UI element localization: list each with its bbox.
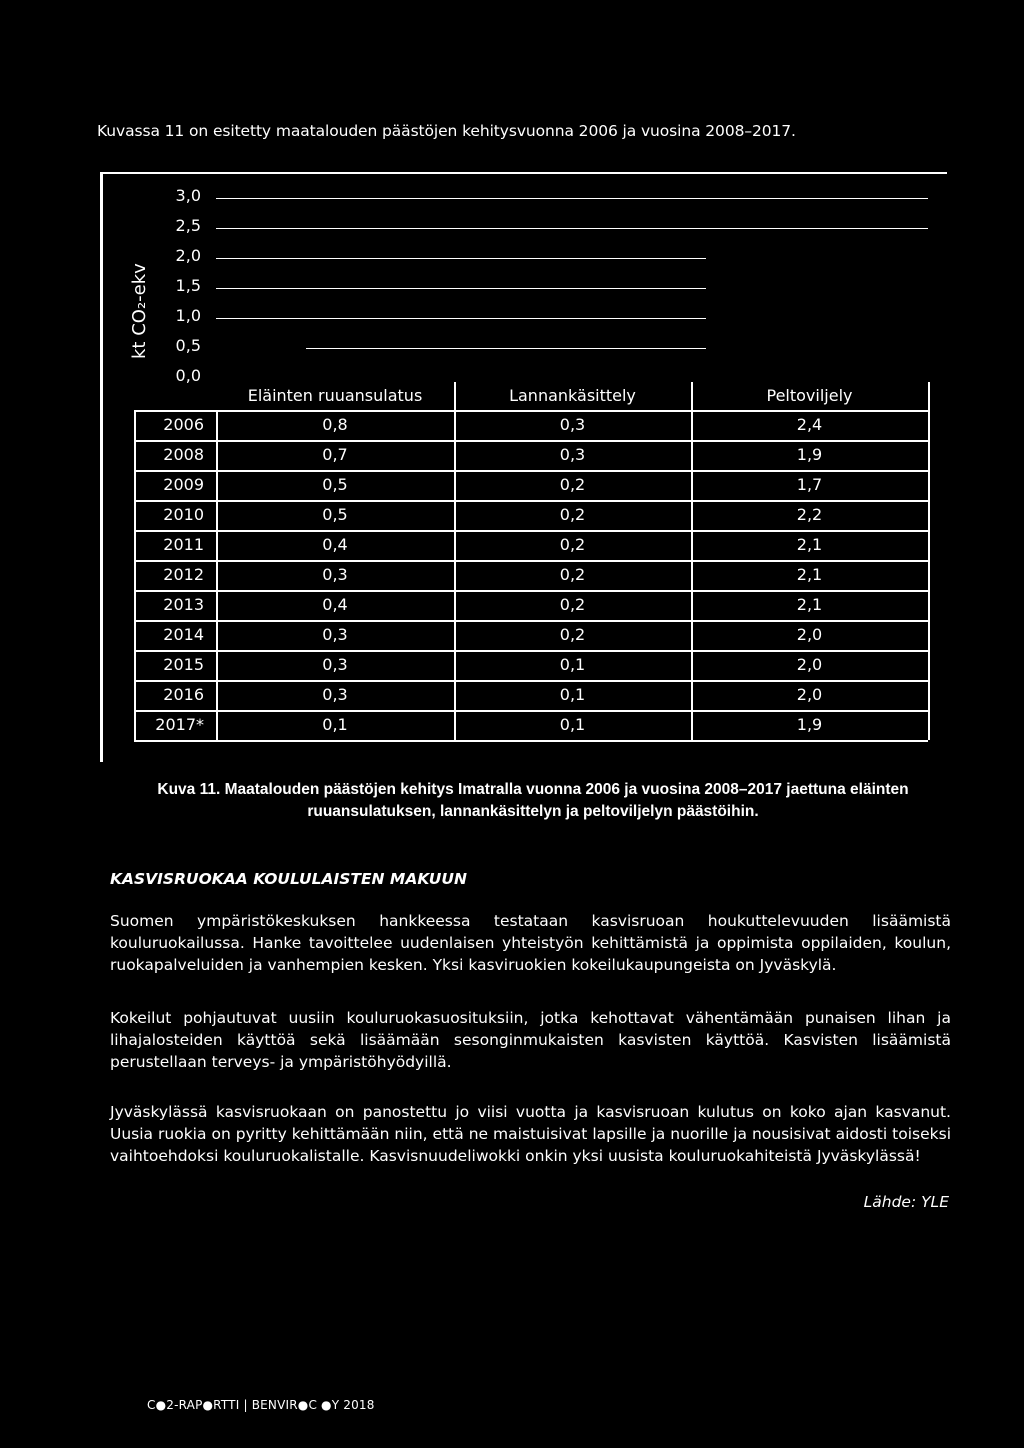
- table-cell-value: 0,1: [322, 715, 348, 734]
- table-cell-value: 2,1: [796, 595, 823, 614]
- y-axis-label: kt CO₂-ekv: [129, 263, 150, 359]
- table-row-line: [134, 650, 928, 652]
- y-tick-label: 0,5: [175, 336, 201, 355]
- table-cell-value: 0,7: [322, 445, 348, 464]
- row-year-label: 2017*: [155, 715, 204, 734]
- y-tick-label: 1,0: [175, 306, 201, 325]
- table-cell-value: 0,4: [322, 535, 348, 554]
- y-tick-label: 0,0: [175, 366, 201, 385]
- table-cell-value: 0,3: [322, 625, 348, 644]
- row-year-label: 2009: [163, 475, 204, 494]
- gridline: [216, 258, 706, 259]
- source-note: Lähde: YLE: [863, 1193, 949, 1211]
- table-row-line: [134, 410, 928, 412]
- table-cell-value: 0,1: [559, 685, 586, 704]
- table-row-line: [134, 680, 928, 682]
- table-row-line: [134, 500, 928, 502]
- table-cell-value: 0,2: [559, 505, 586, 524]
- gridline: [216, 198, 928, 199]
- y-tick-label: 2,5: [175, 216, 201, 235]
- y-tick-label: 2,0: [175, 246, 201, 265]
- row-year-label: 2014: [163, 625, 204, 644]
- table-cell-value: 0,8: [322, 415, 348, 434]
- table-cell-value: 1,9: [796, 715, 823, 734]
- table-cell-value: 0,2: [559, 595, 586, 614]
- table-cell-value: 0,2: [559, 475, 586, 494]
- table-row-line: [134, 590, 928, 592]
- figure-caption: [118, 779, 948, 823]
- row-year-label: 2011: [163, 535, 204, 554]
- chart-frame-left: [100, 172, 103, 762]
- table-cell-value: 2,2: [796, 505, 823, 524]
- table-cell-value: 2,0: [796, 625, 823, 644]
- table-cell-value: 2,1: [796, 535, 823, 554]
- caption-line-1: Kuva 11. Maatalouden päästöjen kehitys Imatralla vuonna 2006 ja vuosina 2008–2017 jaettuna eläinten: [157, 781, 909, 798]
- paragraph-1: Suomen ympäristökeskuksen hankkeessa testataan kasvisruoan houkuttelevuuden lisäämistä kouluruokailussa. Hanke tavoittelee uudenlaisen yhteistyön kehittämistä ja oppimista oppilaiden, koulun, ruokapalveluiden ja vanhempien kesken. Yksi kasviruokien kokeilukaupungeista on Jyväskylä.: [110, 912, 951, 974]
- table-cell-value: 0,3: [322, 685, 348, 704]
- column-header: Peltoviljely: [766, 386, 853, 405]
- table-cell-value: 1,9: [796, 445, 823, 464]
- section-heading: KASVISRUOKAA KOULULAISTEN MAKUUN: [110, 870, 467, 888]
- table-row-line: [134, 530, 928, 532]
- page-footer: C●2-RAP●RTTI | BENVIR●C ●Y 2018: [147, 1398, 375, 1412]
- table-row-line: [134, 560, 928, 562]
- table-row-line: [134, 440, 928, 442]
- table-cell-value: 0,3: [559, 445, 586, 464]
- table-cell-value: 0,2: [559, 565, 586, 584]
- gridline: [216, 318, 706, 319]
- table-column-separator: [928, 382, 930, 740]
- table-cell-value: 0,1: [559, 655, 586, 674]
- caption-line-2: ruuansulatuksen, lannankäsittelyn ja peltoviljelyn päästöihin.: [307, 803, 759, 820]
- table-cell-value: 2,1: [796, 565, 823, 584]
- gridline: [216, 288, 706, 289]
- table-cell-value: 2,4: [796, 415, 823, 434]
- paragraph-3: Jyväskylässä kasvisruokaan on panostettu jo viisi vuotta ja kasvisruoan kulutus on koko ajan kasvanut. Uusia ruokia on pyritty kehittämään niin, että ne maistuisivat lapsille ja nuorille ja nousisivat aidosti toiseksi vaihtoehdoksi kouluruokalistalle. Kasvisnuudeliwokki onkin yksi uusista kouluruokahiteistä Jyväskylässä!: [110, 1103, 951, 1165]
- row-year-label: 2006: [163, 415, 204, 434]
- row-year-label: 2008: [163, 445, 204, 464]
- table-row-line: [134, 620, 928, 622]
- column-header: Lannankäsittely: [509, 386, 636, 405]
- row-year-label: 2010: [163, 505, 204, 524]
- table-cell-value: 0,3: [322, 655, 348, 674]
- table-cell-value: 0,5: [322, 505, 348, 524]
- table-cell-value: 2,0: [796, 685, 823, 704]
- gridline: [306, 348, 706, 349]
- column-header: Eläinten ruuansulatus: [247, 386, 423, 405]
- table-cell-value: 0,4: [322, 595, 348, 614]
- table-cell-value: 0,3: [322, 565, 348, 584]
- table-row-line: [134, 710, 928, 712]
- y-tick-label: 1,5: [175, 276, 201, 295]
- table-cell-value: 0,2: [559, 625, 586, 644]
- paragraph-2: Kokeilut pohjautuvat uusiin kouluruokasuosituksiin, jotka kehottavat vähentämään punaisen lihan ja lihajalosteiden käyttöä sekä lisäämään sesonginmukaisten kasvisten käyttöä. Kasvisten lisäämistä perustellaan terveys- ja ympäristöhyödyillä.: [110, 1009, 951, 1071]
- table-cell-value: 2,0: [796, 655, 823, 674]
- table-cell-value: 0,3: [559, 415, 586, 434]
- table-left-border: [134, 410, 136, 740]
- chart-frame-top: [101, 172, 947, 174]
- row-year-label: 2016: [163, 685, 204, 704]
- row-year-label: 2015: [163, 655, 204, 674]
- table-cell-value: 0,2: [559, 535, 586, 554]
- table-row-line: [134, 740, 928, 742]
- row-year-label: 2012: [163, 565, 204, 584]
- table-cell-value: 1,7: [796, 475, 823, 494]
- intro-text: Kuvassa 11 on esitetty maatalouden päästöjen kehitysvuonna 2006 ja vuosina 2008–2017.: [97, 122, 796, 140]
- table-cell-value: 0,5: [322, 475, 348, 494]
- row-year-label: 2013: [163, 595, 204, 614]
- table-row-line: [134, 470, 928, 472]
- gridline: [216, 228, 928, 229]
- table-cell-value: 0,1: [559, 715, 586, 734]
- y-tick-label: 3,0: [175, 186, 201, 205]
